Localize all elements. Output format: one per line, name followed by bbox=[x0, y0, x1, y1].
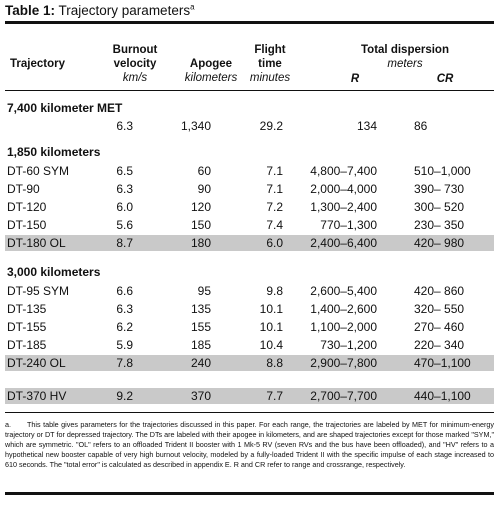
header-burnout-line1: Burnout bbox=[112, 44, 158, 56]
header-burnout-velocity bbox=[100, 43, 170, 85]
header-apogee-label: Apogee bbox=[189, 58, 233, 70]
header-flight-time bbox=[238, 43, 302, 85]
table-row-highlighted bbox=[5, 388, 494, 404]
cell-dispersion-r: 1,300–2,400 bbox=[310, 200, 377, 214]
table-row bbox=[5, 199, 494, 215]
cell-burnout-velocity: 6.3 bbox=[116, 182, 133, 196]
cell-dispersion-r: 2,600–5,400 bbox=[310, 284, 377, 298]
cell-burnout-velocity: 6.3 bbox=[116, 119, 133, 133]
cell-dispersion-r: 2,000–4,000 bbox=[310, 182, 377, 196]
top-rule bbox=[5, 21, 494, 24]
cell-dispersion-r: 134 bbox=[356, 119, 377, 133]
cell-flight-time: 6.0 bbox=[266, 236, 283, 250]
cell-dispersion-r: 1,400–2,600 bbox=[310, 302, 377, 316]
cell-dispersion-cr: 86 bbox=[414, 119, 428, 133]
cell-dispersion-cr: 390– 730 bbox=[414, 182, 465, 196]
group-label-met: 7,400 kilometer MET bbox=[7, 101, 123, 115]
cell-apogee: 60 bbox=[197, 164, 211, 178]
cell-apogee: 95 bbox=[197, 284, 211, 298]
cell-trajectory: DT-95 SYM bbox=[7, 284, 70, 298]
cell-burnout-velocity: 9.2 bbox=[116, 389, 133, 403]
cell-apogee: 240 bbox=[190, 356, 211, 370]
cell-trajectory: DT-150 bbox=[7, 218, 47, 232]
table-caption: Trajectory parameters bbox=[58, 3, 191, 18]
cell-burnout-velocity: 6.0 bbox=[116, 200, 133, 214]
cell-burnout-velocity: 6.5 bbox=[116, 164, 133, 178]
table-row bbox=[5, 217, 494, 233]
header-flight-line1: Flight bbox=[254, 44, 286, 56]
cell-dispersion-cr: 320– 550 bbox=[414, 302, 465, 316]
cell-flight-time: 9.8 bbox=[266, 284, 283, 298]
header-burnout-line2: velocity bbox=[113, 58, 157, 70]
cell-dispersion-r: 770–1,300 bbox=[320, 218, 377, 232]
table-row bbox=[5, 319, 494, 335]
cell-apogee: 150 bbox=[190, 218, 211, 232]
header-burnout-unit: km/s bbox=[122, 72, 148, 84]
cell-trajectory: DT-155 bbox=[7, 320, 47, 334]
cell-dispersion-cr: 300– 520 bbox=[414, 200, 465, 214]
cell-trajectory: DT-185 bbox=[7, 338, 47, 352]
table-row bbox=[5, 301, 494, 317]
header-apogee bbox=[174, 57, 248, 85]
cell-dispersion-r: 2,400–6,400 bbox=[310, 236, 377, 250]
footnote-rule bbox=[5, 412, 494, 413]
cell-apogee: 90 bbox=[197, 182, 211, 196]
cell-apogee: 185 bbox=[190, 338, 211, 352]
cell-dispersion-cr: 230– 350 bbox=[414, 218, 465, 232]
cell-burnout-velocity: 8.7 bbox=[116, 236, 133, 250]
table-title-note: a bbox=[190, 2, 195, 12]
header-trajectory: Trajectory bbox=[10, 58, 65, 70]
cell-trajectory: DT-240 OL bbox=[7, 356, 66, 370]
cell-burnout-velocity: 5.9 bbox=[116, 338, 133, 352]
cell-flight-time: 10.4 bbox=[259, 338, 283, 352]
cell-flight-time: 10.1 bbox=[259, 302, 283, 316]
cell-apogee: 1,340 bbox=[180, 119, 211, 133]
header-cr bbox=[425, 72, 465, 86]
header-flight-unit: minutes bbox=[249, 72, 291, 84]
header-dispersion-unit: meters bbox=[387, 58, 423, 70]
cell-burnout-velocity: 7.8 bbox=[116, 356, 133, 370]
header-dispersion-label: Total dispersion bbox=[361, 44, 449, 56]
table-row-highlighted bbox=[5, 235, 494, 251]
cell-dispersion-cr: 220– 340 bbox=[414, 338, 465, 352]
cell-burnout-velocity: 6.6 bbox=[116, 284, 133, 298]
header-flight-line2: time bbox=[258, 58, 282, 70]
table-row bbox=[5, 118, 494, 134]
cell-dispersion-r: 2,700–7,700 bbox=[310, 389, 377, 403]
cell-dispersion-r: 4,800–7,400 bbox=[310, 164, 377, 178]
header-total-dispersion bbox=[320, 43, 490, 71]
cell-apogee: 370 bbox=[190, 389, 211, 403]
cell-trajectory: DT-60 SYM bbox=[7, 164, 70, 178]
cell-flight-time: 7.7 bbox=[266, 389, 283, 403]
footnote-text: This table gives parameters for the trajectories discussed in this paper. For each range, the trajectories are labeled by MET for minimum-energy trajectory or DT for depressed trajectory. The DTs are labeled with their apogee in kilometers, and are shaped trajectories except for those marked "SYM," which are symmetric. "OL" refers to an offloaded Trident II booster with 1 Mk-5 RV (seven RVs and the bus have been offloaded), and "HV" refers to a hypothetical new booster capable of very high burnout velocity, modeled by a fully-loaded Trident II with the specific impulse of each stage increased to 610 seconds. The "total error" is calculated as described in appendix E. R and CR refer to range and crossrange, respectively. bbox=[5, 420, 494, 469]
cell-apogee: 135 bbox=[190, 302, 211, 316]
cell-apogee: 180 bbox=[190, 236, 211, 250]
cell-trajectory: DT-120 bbox=[7, 200, 47, 214]
header-r-label: R bbox=[350, 73, 360, 85]
cell-flight-time: 7.1 bbox=[266, 182, 283, 196]
cell-dispersion-r: 730–1,200 bbox=[320, 338, 377, 352]
table-row bbox=[5, 337, 494, 353]
table-row bbox=[5, 163, 494, 179]
header-rule bbox=[5, 90, 494, 91]
group-label-1850: 1,850 kilometers bbox=[7, 145, 101, 159]
table-footnote bbox=[5, 420, 494, 470]
cell-trajectory: DT-180 OL bbox=[7, 236, 66, 250]
header-cr-label: CR bbox=[436, 73, 454, 85]
cell-flight-time: 7.1 bbox=[266, 164, 283, 178]
cell-flight-time: 8.8 bbox=[266, 356, 283, 370]
cell-burnout-velocity: 6.3 bbox=[116, 302, 133, 316]
header-apogee-unit: kilometers bbox=[184, 72, 238, 84]
cell-flight-time: 10.1 bbox=[259, 320, 283, 334]
cell-dispersion-cr: 420– 980 bbox=[414, 236, 465, 250]
bottom-rule bbox=[5, 492, 494, 495]
footnote-label: a. bbox=[5, 420, 11, 429]
cell-dispersion-cr: 510–1,000 bbox=[414, 164, 471, 178]
cell-dispersion-r: 1,100–2,000 bbox=[310, 320, 377, 334]
header-r bbox=[340, 72, 370, 86]
cell-dispersion-cr: 470–1,100 bbox=[414, 356, 471, 370]
group-label-3000: 3,000 kilometers bbox=[7, 265, 101, 279]
cell-trajectory: DT-90 bbox=[7, 182, 40, 196]
cell-dispersion-cr: 270– 460 bbox=[414, 320, 465, 334]
cell-flight-time: 29.2 bbox=[259, 119, 283, 133]
table-title bbox=[5, 2, 195, 19]
table-row-highlighted bbox=[5, 355, 494, 371]
table-row bbox=[5, 283, 494, 299]
cell-apogee: 120 bbox=[190, 200, 211, 214]
cell-apogee: 155 bbox=[190, 320, 211, 334]
cell-burnout-velocity: 6.2 bbox=[116, 320, 133, 334]
cell-burnout-velocity: 5.6 bbox=[116, 218, 133, 232]
table-row bbox=[5, 181, 494, 197]
table-number: Table 1: bbox=[5, 3, 56, 18]
cell-dispersion-cr: 420– 860 bbox=[414, 284, 465, 298]
cell-trajectory: DT-135 bbox=[7, 302, 47, 316]
cell-dispersion-cr: 440–1,100 bbox=[414, 389, 471, 403]
cell-flight-time: 7.4 bbox=[266, 218, 283, 232]
cell-flight-time: 7.2 bbox=[266, 200, 283, 214]
cell-trajectory: DT-370 HV bbox=[7, 389, 67, 403]
cell-dispersion-r: 2,900–7,800 bbox=[310, 356, 377, 370]
